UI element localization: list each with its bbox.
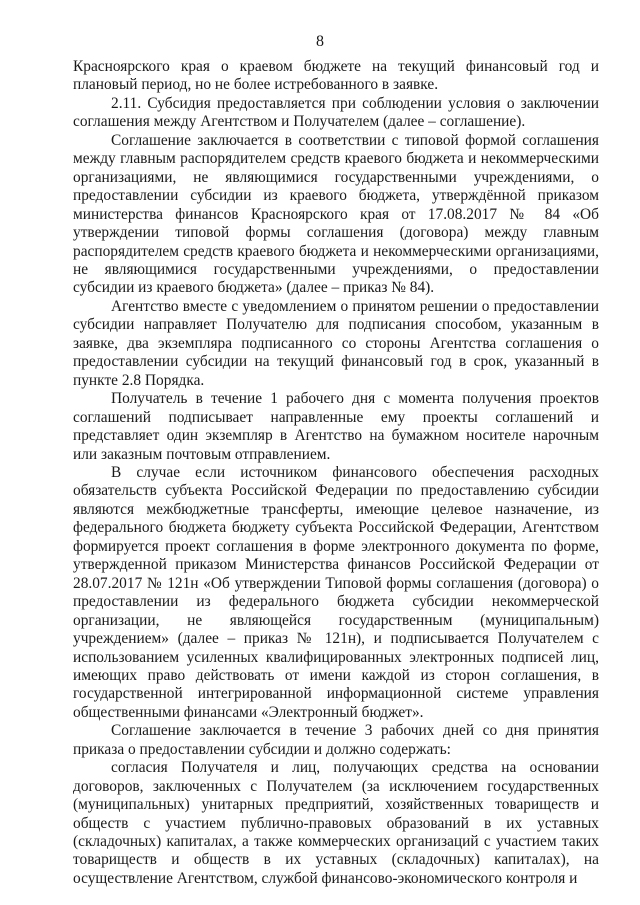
paragraph-continuation: Красноярского края о краевом бюджете на текущий финансовый год и плановый период, но не более истребованного в заявке.	[73, 58, 599, 94]
paragraph-federal-transfers: В случае если источником финансового обеспечения расходных обязательств субъекта Российской Федерации по предоставлению субсидии являются межбюджетные трансферты, имеющие целевое назначение, из федерального бюджета бюджету субъекта Российской Федерации, Агентством формируется проект соглашения в форме электронного документа по форме, утвержденной приказом Министерства финансов Российской Федерации от 28.07.2017 № 121н «Об утверждении Типовой формы соглашения (договора) о предоставлении из федерального бюджета субсидии некоммерческой организации, не являющейся государственным (муниципальным) учреждением» (далее – приказ № 121н), и подписывается Получателем с использованием усиленных квалифицированных электронных подписей лиц, имеющих право действовать от имени каждой из сторон соглашения, в государственной интегрированной информационной системе управления общественными финансами «Электронный бюджет».	[73, 463, 599, 721]
paragraph-recipient-signing: Получатель в течение 1 рабочего дня с момента получения проектов соглашений подписывает направленные ему проекты соглашений и представляет один экземпляр в Агентство на бумажном носителе нарочным или заказным почтовым отправлением.	[73, 390, 599, 463]
paragraph-agreement-term: Соглашение заключается в течение 3 рабочих дней со дня принятия приказа о предоставлении субсидии и должно содержать:	[73, 722, 599, 758]
paragraph-agency-notice: Агентство вместе с уведомлением о принятом решении о предоставлении субсидии направляет Получателю для подписания способом, указанным в заявке, два экземпляра подписанного со стороны Агентства соглашения о предоставлении субсидии на текущий финансовый год в срок, указанный в пункте 2.8 Порядка.	[73, 297, 599, 389]
paragraph-2-11: 2.11. Субсидия предоставляется при соблюдении условия о заключении соглашения между Агентством и Получателем (далее – соглашение).	[73, 94, 599, 131]
page-number: 8	[316, 33, 324, 50]
document-body	[73, 58, 599, 888]
paragraph-consents: согласия Получателя и лиц, получающих средства на основании договоров, заключенных с Получателем (за исключением государственных (муниципальных) унитарных предприятий, хозяйственных товариществ и обществ с участием публично-правовых образований в их уставных (складочных) капиталах, а также коммерческих организаций с участием таких товариществ и обществ в их уставных (складочных) капиталах), на осуществление Агентством, службой финансово-экономического контроля и	[73, 759, 599, 887]
paragraph-agreement-form: Соглашение заключается в соответствии с типовой формой соглашения между главным распорядителем средств краевого бюджета и некоммерческими организациями, не являющимися государственными учреждениями, о предоставлении субсидии из краевого бюджета, утверждённой приказом министерства финансов Красноярского края от 17.08.2017 № 84 «Об утверждении типовой формы соглашения (договора) между главным распорядителем средств краевого бюджета и некоммерческими организациями, не являющимися государственными учреждениями, о предоставлении субсидии из краевого бюджета» (далее – приказ № 84).	[73, 131, 599, 297]
